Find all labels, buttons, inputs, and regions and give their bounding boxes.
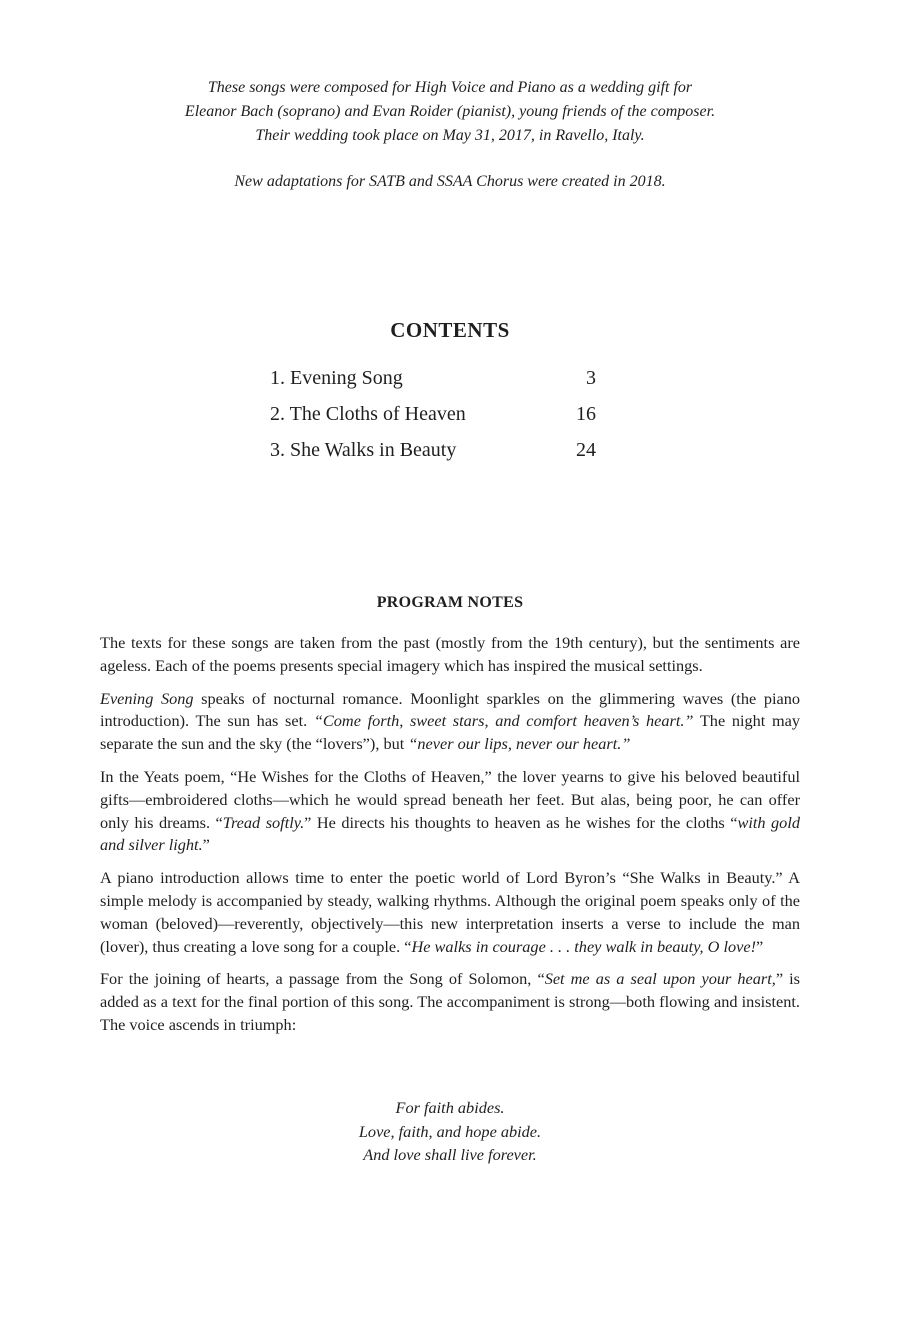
verse-line: For faith abides. [395, 1098, 505, 1117]
lyric-quote: with gold and silver light. [100, 812, 800, 855]
verse-line: And love shall live forever. [363, 1145, 537, 1164]
table-of-contents [270, 364, 596, 472]
notes-paragraph: Evening Song speaks of nocturnal romance. Moonlight sparkles on the glimmering waves (the piano introduction). The sun has set. “Come forth, sweet stars, and comfort heaven’s heart.” The night may separate the sun and the sky (the “lovers”), but “never our lips, never our heart.” [100, 688, 800, 754]
dedication-line: Their wedding took place on May 31, 2017, in Ravello, Italy. [255, 127, 645, 144]
toc-entry-title: 1. Evening Song [270, 367, 403, 389]
toc-entry-page: 24 [576, 439, 596, 461]
notes-paragraph: The texts for these songs are taken from the past (mostly from the 19th century), but the sentiments are ageless. Each of the poems presents special imagery which has inspired the musical settings. [100, 633, 800, 675]
closing-verse [0, 1096, 900, 1167]
verse-line: Love, faith, and hope abide. [358, 1121, 542, 1141]
toc-entry [270, 436, 596, 472]
toc-entry-title: 3. She Walks in Beauty [270, 439, 457, 461]
dedication-line: Eleanor Bach (soprano) and Evan Roider (pianist), young friends of the composer. [184, 103, 716, 120]
toc-entry [270, 400, 596, 436]
toc-entry-page: 3 [586, 367, 596, 389]
notes-paragraph: For the joining of hearts, a passage from the Song of Solomon, “Set me as a seal upon your heart,” is added as a text for the final portion of this song. The accompaniment is strong—both flowing and insistent. The voice ascends in triumph: [100, 969, 801, 1034]
song-title: Evening Song [100, 688, 194, 708]
adaptation-note: New adaptations for SATB and SSAA Chorus were created in 2018. [234, 173, 666, 190]
lyric-quote: He walks in courage . . . they walk in beauty, O love! [411, 936, 757, 956]
lyric-quote: “never our lips, never our heart.” [408, 734, 631, 754]
lyric-quote: Set me as a seal upon your heart, [544, 969, 776, 989]
notes-paragraph: In the Yeats poem, “He Wishes for the Cloths of Heaven,” the lover yearns to give his beloved beautiful gifts—embroidered cloths—which he would spread beneath her feet. But alas, being poor, he can offer only his dreams. “Tread softly.” He directs his thoughts to heaven as he wishes for the cloths “with gold and silver light.” [100, 766, 800, 855]
lyric-quote: Tread softly. [222, 812, 305, 832]
lyric-quote: “Come forth, sweet stars, and comfort heaven’s heart.” [313, 711, 694, 731]
dedication-line: These songs were composed for High Voice and Piano as a wedding gift for [207, 79, 693, 96]
program-notes-body [100, 632, 800, 1047]
toc-entry [270, 364, 596, 400]
notes-paragraph: A piano introduction allows time to enter the poetic world of Lord Byron’s “She Walks in Beauty.” A simple melody is accompanied by steady, walking rhythms. Although the original poem speaks only of the woman (beloved)—reverently, objectively—this new interpretation inserts a verse to include the man (lover), thus creating a love song for a couple. “He walks in courage . . . they walk in beauty, O love!” [100, 868, 800, 956]
dedication-note [100, 76, 800, 194]
contents-heading: CONTENTS [390, 318, 510, 342]
toc-entry-page: 16 [576, 403, 596, 425]
toc-entry-title: 2. The Cloths of Heaven [270, 403, 466, 425]
program-notes-heading: PROGRAM NOTES [376, 594, 524, 611]
